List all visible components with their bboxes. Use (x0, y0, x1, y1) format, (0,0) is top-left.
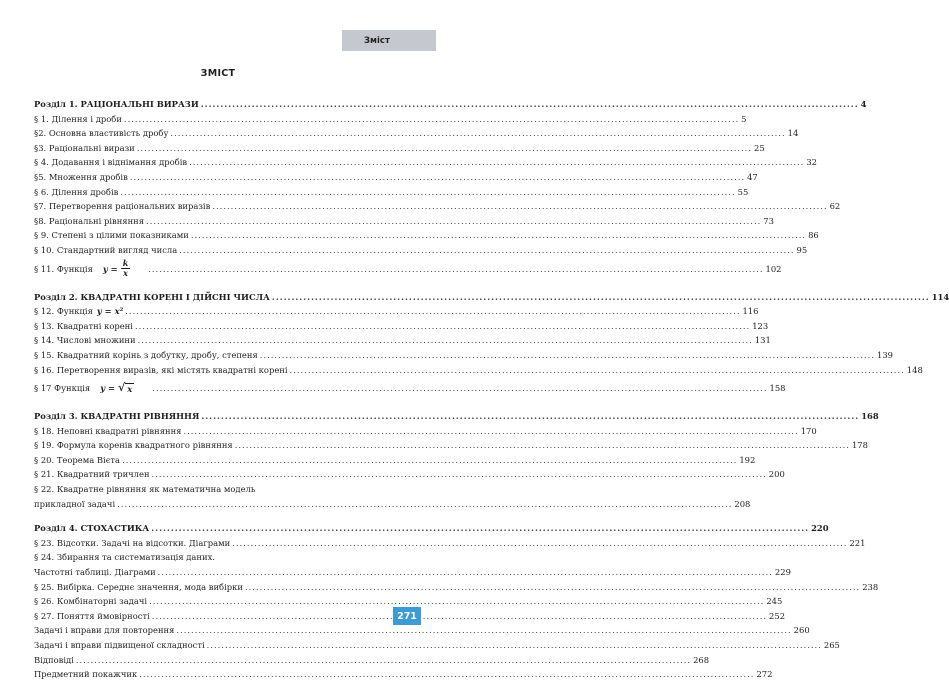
toc-entry-title: §3. Раціональні вирази (34, 142, 135, 153)
toc-leader (151, 521, 809, 536)
toc-entry-title: § 6. Ділення дробів (34, 186, 119, 197)
toc-entry-page: 245 (766, 596, 783, 607)
toc-entry[interactable] (34, 348, 893, 363)
toc-leader (245, 580, 860, 595)
toc-leader (260, 348, 875, 363)
toc-entry[interactable] (34, 363, 923, 378)
toc-entry-page: 268 (693, 654, 710, 665)
toc-entry-page: 158 (769, 383, 786, 394)
toc-entry-title: § 27. Поняття ймовірності (34, 610, 150, 621)
toc-entry-page: 4 (860, 99, 867, 109)
toc-leader (137, 141, 752, 156)
toc-chapter-2[interactable] (34, 290, 949, 305)
toc-entry-title: § 20. Теорема Вієта (34, 454, 121, 465)
toc-entry-page: 229 (774, 567, 791, 578)
toc-leader (158, 565, 773, 580)
toc-entry[interactable] (34, 638, 840, 653)
toc-leader (201, 97, 859, 112)
toc-leader (179, 243, 794, 258)
toc-leader (207, 638, 822, 653)
toc-entry[interactable] (34, 170, 758, 185)
toc-entry-page: 178 (851, 440, 868, 451)
toc-entry-title: Задачі і вправи для повторення (34, 625, 175, 636)
toc-entry[interactable] (34, 653, 710, 668)
toc-entry[interactable] (34, 467, 785, 482)
toc-leader (117, 497, 732, 512)
toc-leader (212, 199, 827, 214)
toc-entry-title: § 26. Комбінаторні задачі (34, 596, 148, 607)
toc-entry[interactable] (34, 304, 759, 319)
radical-sign-icon: √ (118, 381, 126, 395)
function-formula (103, 258, 130, 280)
toc-entry-title: § 11. Функція (34, 263, 93, 274)
toc-leader (124, 112, 739, 127)
toc-entry[interactable] (34, 623, 810, 638)
formula-lhs: y = (100, 383, 116, 394)
toc-entry-title: прикладної задачі (34, 498, 116, 509)
toc-leader (152, 609, 767, 624)
toc-entry-title: Розділ 3. КВАДРАТНІ РІВНЯННЯ (34, 411, 200, 422)
toc-entry-page: 73 (763, 215, 774, 226)
toc-leader (272, 290, 930, 305)
toc-entry-page: 221 (849, 537, 866, 548)
section-header-tab (342, 30, 436, 51)
toc-leader (176, 623, 791, 638)
toc-chapter-4[interactable] (34, 521, 829, 536)
toc-entry-page: 55 (737, 186, 749, 197)
toc-entry-title: § 25. Вибірка. Середнє значення, мода вибірки (34, 581, 243, 592)
toc-leader (138, 333, 753, 348)
toc-entry[interactable] (34, 333, 771, 348)
toc-leader (135, 319, 750, 334)
toc-entry-title: Розділ 2. КВАДРАТНІ КОРЕНІ І ДІЙСНІ ЧИСЛА (34, 291, 270, 302)
square-root (118, 377, 134, 399)
toc-leader (189, 155, 804, 170)
toc-entry-page: 47 (747, 171, 758, 182)
toc-leader (290, 363, 905, 378)
toc-entry[interactable] (34, 667, 773, 682)
toc-chapter-1[interactable] (34, 97, 867, 112)
toc-leader (152, 467, 767, 482)
toc-entry-page: 220 (811, 523, 829, 534)
toc-entry-page: 14 (787, 128, 799, 139)
radicand: x (127, 383, 133, 394)
toc-leader (76, 653, 691, 668)
toc-leader (235, 438, 850, 453)
toc-entry[interactable] (34, 453, 756, 468)
toc-entry-line[interactable] (34, 482, 384, 497)
toc-entry[interactable] (34, 214, 774, 229)
toc-entry-page: 32 (806, 157, 818, 168)
toc-entry-title: § 9. Степені з цілими показниками (34, 230, 189, 241)
toc-entry-title: Відповіді (34, 654, 74, 665)
toc-entry[interactable] (34, 536, 866, 551)
toc-leader (201, 409, 859, 424)
toc-entry-page: 208 (734, 498, 751, 509)
toc-entry-page: 5 (741, 113, 747, 124)
toc-leader (130, 170, 745, 185)
toc-entry[interactable] (34, 112, 747, 127)
toc-entry-page: 86 (808, 230, 819, 241)
toc-leader (146, 214, 761, 229)
toc-leader (148, 258, 763, 280)
toc-entry[interactable] (34, 424, 817, 439)
toc-entry[interactable] (34, 580, 879, 595)
toc-entry-title: § 17 Функція (34, 383, 91, 394)
toc-entry-page: 95 (796, 244, 808, 255)
toc-entry-title: § 21. Квадратний тричлен (34, 469, 150, 480)
toc-entry-page: 139 (877, 349, 893, 360)
toc-entry-line[interactable] (34, 550, 384, 565)
toc-entry-title: § 4. Додавання і віднімання дробів (34, 157, 188, 168)
toc-entry-page: 238 (862, 581, 879, 592)
toc-entry-title: Частотні таблиці. Діаграми (34, 567, 156, 578)
toc-entry-title: § 1. Ділення і дроби (34, 113, 122, 124)
toc-entry-title: § 19. Формула коренів квадратного рівняння (34, 440, 233, 451)
toc-entry-page: 102 (765, 263, 782, 274)
toc-entry-title: §8. Раціональні рівняння (34, 215, 145, 226)
toc-entry-title: §7. Перетворення раціональних виразів (34, 201, 211, 212)
toc-entry-page: 114 (931, 291, 949, 302)
toc-entry-page: 62 (829, 201, 841, 212)
toc-entry-page: 265 (823, 640, 840, 650)
toc-leader (125, 304, 740, 319)
toc-entry-title: § 14. Числові множини (34, 335, 136, 346)
toc-entry[interactable] (34, 377, 786, 399)
page-title: ЗМІСТ (200, 68, 236, 79)
toc-entry-page: 148 (906, 364, 923, 375)
toc-entry[interactable] (34, 155, 818, 170)
formula-lhs: y = (102, 263, 118, 274)
toc-entry-page: 260 (793, 625, 810, 636)
toc-leader (191, 228, 806, 243)
toc-leader (149, 594, 764, 609)
toc-entry-title: § 18. Неповні квадратні рівняння (34, 425, 182, 436)
toc-entry-title: Задачі і вправи підвищеної складності (34, 640, 205, 650)
fraction (121, 259, 131, 278)
toc-entry[interactable] (34, 141, 765, 156)
toc-entry[interactable] (34, 126, 799, 141)
toc-leader (152, 377, 767, 399)
toc-entry-page: 170 (800, 425, 817, 436)
toc-leader (122, 453, 737, 468)
page-number-badge: 271 (393, 607, 421, 625)
section-header-label: Зміст (364, 35, 390, 46)
toc-entry-page: 168 (861, 411, 879, 422)
toc-entry[interactable] (34, 228, 819, 243)
toc-entry-title: Предметний покажчик (34, 669, 138, 680)
toc-chapter-3[interactable] (34, 409, 879, 424)
toc-entry-page: 272 (756, 669, 773, 680)
toc-entry[interactable] (34, 185, 749, 200)
toc-entry[interactable] (34, 497, 751, 512)
toc-entry[interactable] (34, 319, 769, 334)
toc-entry[interactable] (34, 438, 868, 453)
toc-leader (232, 536, 847, 551)
function-formula: y = x² (96, 306, 124, 317)
toc-entry[interactable] (34, 594, 783, 609)
toc-entry-page: 131 (754, 335, 771, 346)
toc-entry-title: § 24. Збирання та систематизація даних. (34, 552, 215, 563)
toc-entry-title: §5. Множення дробів (34, 171, 128, 182)
toc-entry-page: 116 (742, 306, 759, 317)
toc-leader (170, 126, 785, 141)
toc-entry-page: 25 (754, 142, 765, 153)
toc-entry-title: §2. Основна властивість дробу (34, 128, 169, 139)
toc-entry-page: 200 (768, 469, 785, 480)
toc-entry-title: § 23. Відсотки. Задачі на відсотки. Діаграми (34, 537, 231, 548)
toc-entry-title: Розділ 4. СТОХАСТИКА (34, 523, 150, 534)
toc-leader (139, 667, 754, 682)
toc-entry-title: § 16. Перетворення виразів, які містять квадратні корені (34, 364, 288, 375)
toc-entry-title: § 15. Квадратний корінь з добутку, дробу, степеня (34, 349, 258, 360)
toc-entry-title: § 12. Функція (34, 306, 93, 317)
toc-entry-page: 123 (752, 320, 769, 331)
function-formula (100, 377, 134, 399)
toc-entry-title: § 13. Квадратні корені (34, 320, 133, 331)
toc-entry-page: 192 (739, 454, 756, 465)
toc-entry[interactable] (34, 565, 791, 580)
toc-entry-page: 252 (769, 610, 786, 621)
fraction-numerator: k (122, 258, 129, 269)
fraction-denominator: x (123, 268, 128, 279)
toc-entry-title: Розділ 1. РАЦІОНАЛЬНІ ВИРАЗИ (34, 99, 199, 109)
toc-entry-title: § 22. Квадратне рівняння як математична модель (34, 484, 256, 495)
toc-entry[interactable] (34, 258, 782, 280)
toc-entry[interactable] (34, 199, 841, 214)
toc-leader (183, 424, 798, 439)
toc-entry[interactable] (34, 243, 808, 258)
toc-entry-title: § 10. Стандартний вигляд числа (34, 244, 178, 255)
toc-leader (120, 185, 735, 200)
